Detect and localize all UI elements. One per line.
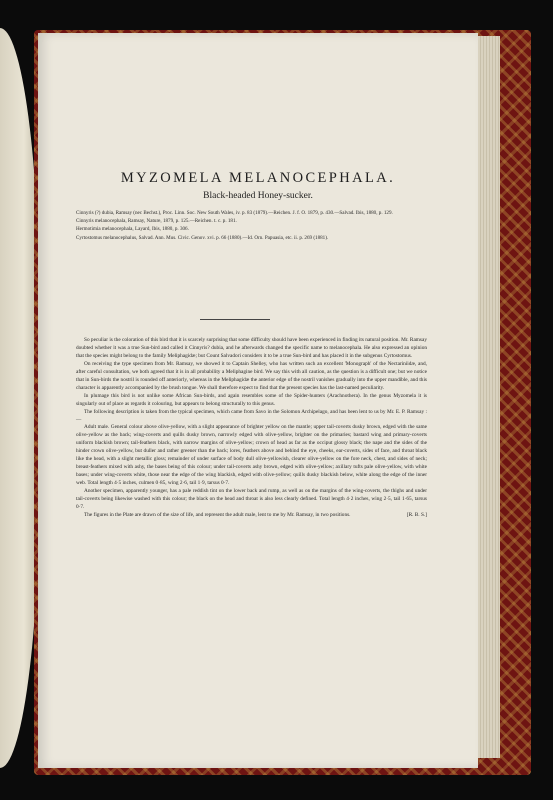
- paragraph: On receiving the type specimen from Mr. Ramsay, we showed it to Captain Shelley, who has written such an excellent 'Monograph' of the Nectariniidæ, and, after careful consultation, we both agreed that it is in all probability a Meliphagine bird. We say this with all caution, as the question is a difficult one; but we notice that in Sun-birds the nostril is rounded off anteriorly, whereas in the Meliphagidæ the anterior edge of the nostril vanishes gradually into the upper mandible, and this character is apparently accompanied by the brush tongue. We shall therefore expect to find that the present species has the last-named peculiarity.: [76, 360, 427, 391]
- paragraph: Another specimen, apparently younger, has a pale reddish tint on the lower back and rump, as well as on the margins of the wing-coverts, the thighs and under tail-coverts being likewise washed with this colour; the black on the head and throat is also less clearly defined. Total length 4·2 inches, wing 2·5, tail 1·65, tarsus 0·7.: [76, 488, 427, 511]
- paragraph: Adult male. General colour above olive-yellow, with a slight appearance of brighter yellow on the mantle; upper tail-coverts dusky brown, edged with the same olive-yellow as the back; wing-coverts and quills dusky brown, narrowly edged with olive-yellow, brighter on the primaries; bastard wing and primary-coverts uniform blackish brown; tail-feathers black, with narrow margins of olive-yellow; crown of head as far as the occiput glossy black; the nape and the sides of the hinder crown olive-yellow, but duller and rather greener than the back; lores, feathers above and behind the eye, cheeks, ear-coverts, sides of face, and throat black like the head, with a slight metallic gloss; remainder of under surface of body dull olive-yellowish, clearer olive-yellow on the fore neck, chest, and sides of neck; breast-feathers mixed with ashy, the bases being of this colour; under tail-coverts ashy brown, edged with olive-yellow; axillary tufts pale olive-yellow, with white bases; under wing-coverts white, those near the edge of the wing blackish, edged with olive-yellow; quills dusky blackish below, white along the edge of the inner web. Total length 4·5 inches, culmen 0·85, wing 2·6, tail 1·9, tarsus 0·7.: [76, 424, 427, 487]
- body-text: [76, 337, 427, 520]
- paragraph: So peculiar is the coloration of this bird that it is scarcely surprising that some difficulty should have been experienced in finding its natural position. Mr. Ramsay doubted whether it was a true Sun-bird and called it Cinnyris? dubia, and he afterwards changed the specific name to melanocephala. He also expressed an opinion that the species might belong to the family Meliphagidæ; but Count Salvadori considers it to be a true Sun-bird and has placed it in the subgenus Cyrtostomus.: [76, 337, 427, 359]
- closing-text: The figures in the Plate are drawn of the size of life, and represent the adult male, lent to me by Mr. Ramsay, in two positions.: [84, 511, 351, 518]
- author-initials: [R. B. S.]: [406, 511, 427, 518]
- synonymy-references: [76, 209, 426, 242]
- book-page: [38, 33, 478, 768]
- section-divider: [200, 319, 270, 320]
- closing-paragraph: [76, 512, 427, 520]
- paragraph: In plumage this bird is not unlike some African Sun-birds, and again resembles some of the Spider-hunters (Arachnothera). In the genus Myzomela it is singularly out of place as regards it colouring, but appears to belong structurally to this genus.: [76, 392, 427, 407]
- page-subtitle: Black-headed Honey-sucker.: [203, 191, 313, 201]
- page-title: MYZOMELA MELANOCEPHALA.: [120, 170, 396, 186]
- reference-entry: Cyrtostomus melanocephalus, Salvad. Ann. Mus. Civic. Genov. xvi. p. 66 (1880).—Id. Orn. Papuasia, etc. ii. p. 269 (1881).: [76, 234, 329, 241]
- reference-entry: Cinnyris melanocephala, Ramsay, Nature, 1879, p. 125.—Reichen. t. c. p. 181.: [76, 218, 237, 225]
- reference-entry: Cinnyris (?) dubia, Ramsay (nec Bechst.), Proc. Linn. Soc. New South Wales, iv. p. 83 (1879).—Reichen. J. f. O. 1879, p. 430.—Salvad. Ibis, 1880, p. 129.: [76, 210, 393, 216]
- reference-entry: Hermotimia melanocephala, Layard, Ibis, 1880, p. 306.: [76, 226, 189, 233]
- paragraph: The following description is taken from the typical specimen, which came from Savo in the Solomon Archipelago, and has been lent to us by Mr. E. P. Ramsay :—: [76, 408, 427, 423]
